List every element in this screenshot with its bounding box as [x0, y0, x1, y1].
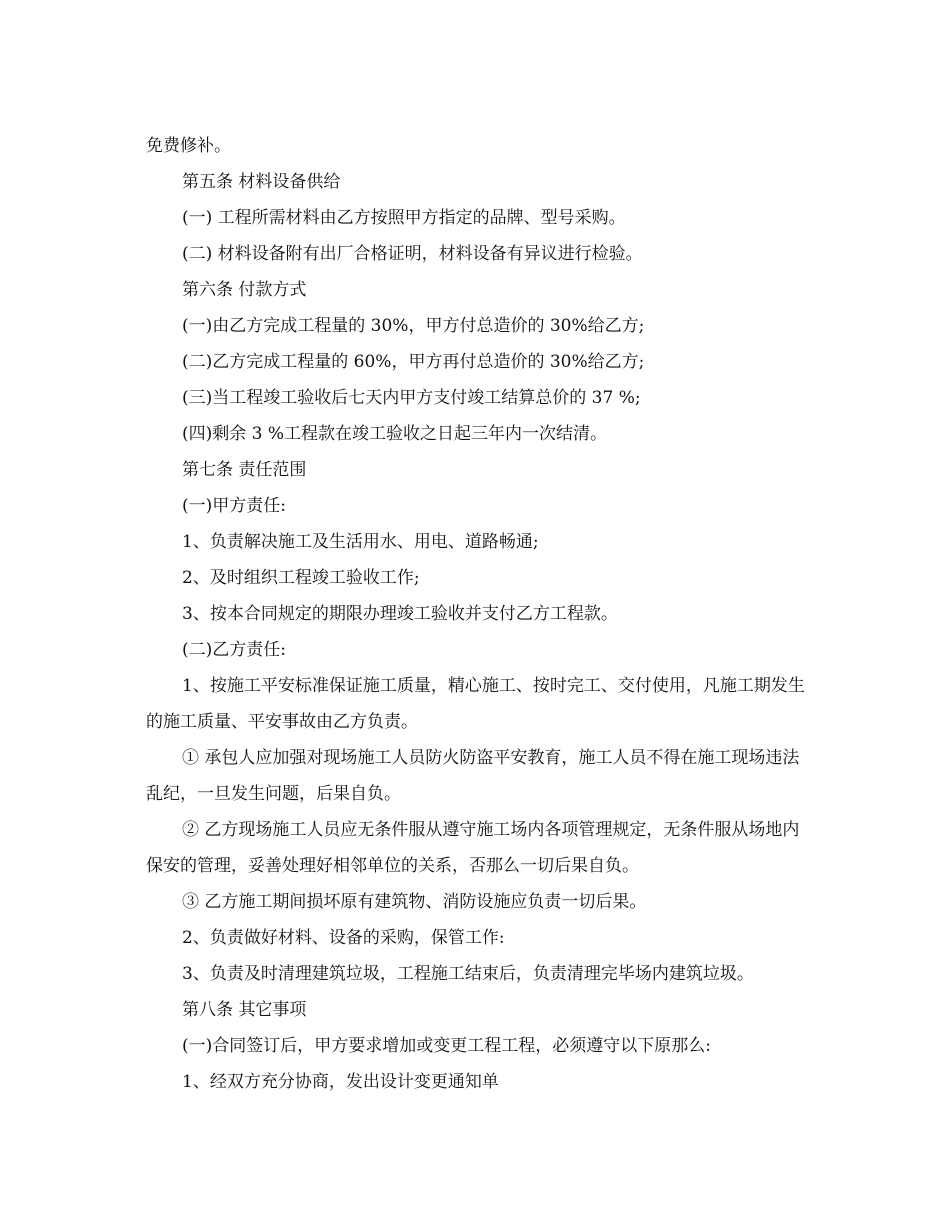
paragraph: (二) 材料设备附有出厂合格证明，材料设备有异议进行检验。: [182, 244, 643, 264]
article-heading-7: 第七条 责任范围: [182, 460, 307, 480]
paragraph: 2、负责做好材料、设备的采购，保管工作:: [182, 928, 505, 948]
paragraph: ② 乙方现场施工人员应无条件服从遵守施工场内各项管理规定，无条件服从场地内保安的管理，妥善处理好相邻单位的关系，否那么一切后果自负。: [146, 820, 800, 876]
article-heading-6: 第六条 付款方式: [182, 280, 307, 300]
paragraph: 2、及时组织工程竣工验收工作;: [182, 568, 420, 588]
paragraph: ③ 乙方施工期间损坏原有建筑物、消防设施应负责一切后果。: [182, 892, 647, 912]
article-heading-8: 第八条 其它事项: [182, 1000, 307, 1020]
paragraph: ① 承包人应加强对现场施工人员防火防盗平安教育，施工人员不得在施工现场违法乱纪，一旦发生问题，后果自负。: [146, 748, 800, 804]
article-heading-5: 第五条 材料设备供给: [182, 172, 341, 192]
paragraph: (三)当工程竣工验收后七天内甲方支付竣工结算总价的 37 %;: [182, 388, 641, 408]
paragraph: 3、按本合同规定的期限办理竣工验收并支付乙方工程款。: [182, 604, 618, 624]
paragraph-continuation: 免费修补。: [146, 136, 231, 156]
paragraph: (一) 工程所需材料由乙方按照甲方指定的品牌、型号采购。: [182, 208, 626, 228]
document-body: [146, 128, 806, 1100]
paragraph: 3、负责及时清理建筑垃圾，工程施工结束后，负责清理完毕场内建筑垃圾。: [182, 964, 754, 984]
paragraph: (二)乙方责任:: [182, 640, 286, 660]
paragraph: (二)乙方完成工程量的 60%，甲方再付总造价的 30%给乙方;: [182, 352, 645, 372]
paragraph: (一)由乙方完成工程量的 30%，甲方付总造价的 30%给乙方;: [182, 316, 645, 336]
paragraph: 1、经双方充分协商，发出设计变更通知单: [182, 1072, 499, 1092]
paragraph: (一)甲方责任:: [182, 496, 286, 516]
paragraph: 1、负责解决施工及生活用水、用电、道路畅通;: [182, 532, 539, 552]
paragraph: 1、按施工平安标准保证施工质量，精心施工、按时完工、交付使用，凡施工期发生的施工质量、平安事故由乙方负责。: [146, 676, 805, 732]
paragraph: (一)合同签订后，甲方要求增加或变更工程工程，必须遵守以下原那么:: [182, 1036, 711, 1056]
paragraph: (四)剩余 3 %工程款在竣工验收之日起三年内一次结清。: [182, 424, 608, 444]
